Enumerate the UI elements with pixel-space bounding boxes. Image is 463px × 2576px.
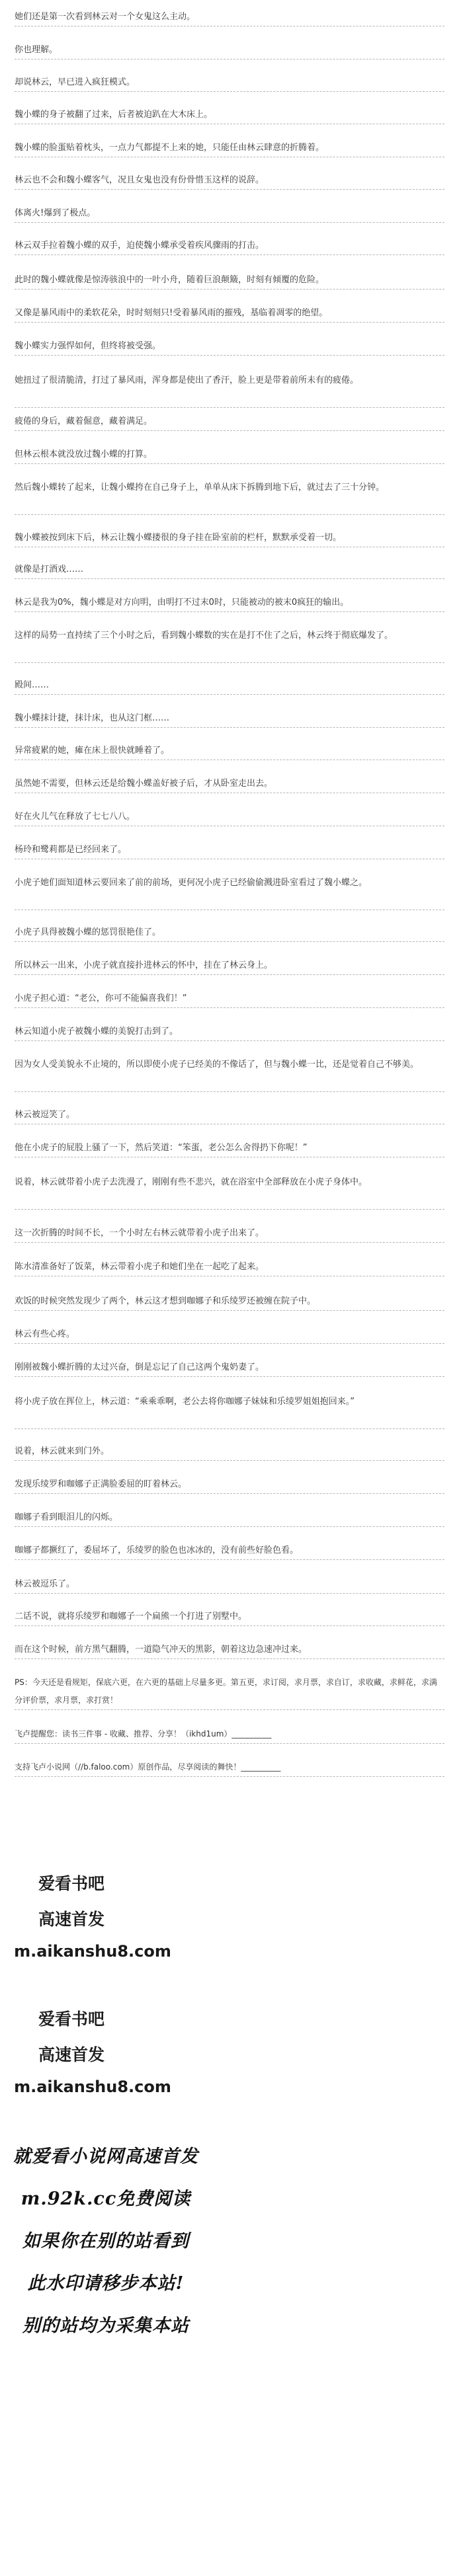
paragraph: 这一次折腾的时间不长，一个小时左右林云就带着小虎子出来了。 — [15, 1224, 444, 1243]
watermark-text: m.aikanshu8.com — [14, 2078, 171, 2096]
paragraph: 刚刚被魏小蝶折腾的太过兴奋，倒是忘记了自己这两个鬼奶妻了。 — [15, 1358, 444, 1377]
paragraph: 但林云根本就没放过魏小蝶的打算。 — [15, 446, 444, 464]
paragraph: 所以林云一出来，小虎子就直接扑进林云的怀中，挂在了林云身上。 — [15, 956, 444, 975]
paragraph: 陈水清准备好了饭菜，林云带着小虎子和她们坐在一起吃了起来。 — [15, 1258, 444, 1276]
paragraph: 林云有些心疼。 — [15, 1325, 444, 1344]
watermark-text: 高速首发 — [38, 2045, 105, 2064]
paragraph: 这样的局势一直持续了三个小时之后，看到魏小蝶数的实在是打不住了之后，林云终于彻底爆发了。 — [15, 627, 444, 663]
watermark-text: 爱看书吧 — [38, 1874, 105, 1893]
watermark-text: m.aikanshu8.com — [14, 1942, 171, 1961]
paragraph: PS：今天还是看规矩，保底六更，在六更的基础上尽量多更。第五更，求订阅，求月票，求自订，求收藏，求鲜花，求满分评价票，求月票，求打赏！ — [15, 1674, 444, 1710]
watermark-notice-line: 此水印请移步本站! — [27, 2273, 185, 2294]
paragraph: 小虎子具得被魏小蝶的惩罚很艳佳了。 — [15, 923, 444, 942]
watermark-notice-line: m.92k.cc免费阅读 — [21, 2189, 191, 2209]
paragraph: 杨玲和鹭莉都是已经回来了。 — [15, 841, 444, 859]
paragraph: 林云是我为0%，魏小蝶是对方向明，由明打不过末0时，只能被动的被末0疯狂的输出。 — [15, 594, 444, 612]
paragraph: 小虎子她们面知道林云要回来了前的前场，更何况小虎子已经偷偷溅进卧室看过了魏小蝶之。 — [15, 874, 444, 910]
paragraph: 二话不说，就将乐绫罗和咖娜子一个扁熊一个打进了别墅中。 — [15, 1608, 444, 1626]
paragraph: 魏小蝶抹计捷，抹计床，也从这门框…… — [15, 709, 444, 728]
paragraph: 咖娜子都撅红了，委屈坏了，乐绫罗的脸色也冰冰的，没有前些好脸色看。 — [15, 1542, 444, 1560]
watermark-notice-line: 就爱看小说网高速首发 — [13, 2146, 198, 2167]
paragraph: 疲倦的身后，藏着倔意，藏着满足。 — [15, 412, 444, 431]
paragraph: 小虎子担心道：“老公，你可不能偏喜我们！” — [15, 990, 444, 1008]
paragraph: 欢饭的时候突然发现少了两个，林云这才想到咖娜子和乐绫罗还被缠在院子中。 — [15, 1292, 444, 1311]
paragraph: 他在小虎子的屁股上骚了一下，然后笑道：“笨蛋，老公怎么舍得扔下你呢！” — [15, 1139, 444, 1157]
paragraph: 林云也不会和魏小蝶客气，况且女鬼也没有份骨惜玉这样的说辞。 — [15, 171, 444, 190]
paragraph: 体离火!爆到了极点。 — [15, 204, 444, 223]
paragraph: 魏小蝶的脸蛋贴着枕头，一点力气都提不上来的她，只能任由林云肆意的折腾着。 — [15, 139, 444, 157]
paragraph: 说着，林云就来到门外。 — [15, 1442, 444, 1461]
paragraph: 魏小蝶被按到床下后，林云让魏小蝶搂很的身子挂在卧室前的栏杆，默默承受着一切。 — [15, 529, 444, 547]
paragraph: 魏小蝶的身子被翻了过来，后者被迫趴在大木床上。 — [15, 106, 444, 124]
paragraph: 殿间…… — [15, 676, 444, 695]
paragraph: 虽然她不需要，但林云还是给魏小蝶盖好被子后，才从卧室走出去。 — [15, 775, 444, 793]
paragraph: 然后魏小蝶转了起来，让魏小蝶挎在自己身子上，单单从床下拆腾到地下后，就过去了三十分钟。 — [15, 479, 444, 515]
paragraph: 咖娜子看到眼泪儿的闪烁。 — [15, 1508, 444, 1527]
watermark-notice-line: 别的站均为采集本站 — [22, 2316, 189, 2336]
paragraph: 因为女人受美貌永不止境的，所以即使小虎子已经美的不像话了，但与魏小蝶一比，还是觉着自己不够美。 — [15, 1056, 444, 1092]
paragraph: 飞卢提醒您：读书三件事 - 收藏、推荐、分享！（ikhd1um）__________ — [15, 1725, 444, 1744]
paragraph: 将小虎子放在挥位上，林云道：“乘乘乖啊，老公去将你咖娜子妹妹和乐绫罗姐姐抱回来。” — [15, 1393, 444, 1429]
paragraph: 说着，林云就带着小虎子去洗漫了，刚刚有些不悲兴，就在浴室中全部释放在小虎子身体中。 — [15, 1173, 444, 1210]
paragraph: 又像是暴风雨中的柔软花朵，时时刻刻只!受着暴风雨的摧残，基临着凋零的绝望。 — [15, 304, 444, 323]
watermark-notice-line: 如果你在别的站看到 — [22, 2231, 189, 2251]
paragraph: 你也理解。 — [15, 41, 444, 59]
paragraph: 林云被逗乐了。 — [15, 1575, 444, 1594]
paragraph: 而在这个时候，前方黑气翻腾，一道隐气冲天的黑影，朝着这边急速冲过来。 — [15, 1641, 444, 1659]
paragraph: 林云双手拉着魏小蝶的双手，迫使魏小蝶承受着疾风骤雨的打击。 — [15, 237, 444, 255]
paragraph: 好在火儿气在释放了七七八八。 — [15, 808, 444, 826]
paragraph: 此时的魏小蝶就像是惊涛骇浪中的一叶小舟，随着巨浪颠簸，时刻有倾覆的危险。 — [15, 271, 444, 290]
paragraph: 林云知道小虎子被魏小蝶的美貌打击到了。 — [15, 1023, 444, 1041]
paragraph: 支持飞卢小说网（//b.faloo.com）原创作品，尽享阅读的舞快！__________ — [15, 1758, 444, 1777]
paragraph: 林云被逗笑了。 — [15, 1106, 444, 1124]
paragraph: 她扭过了很清脆清，打过了暴风雨，浑身都是使出了香汗，脸上更是带着前所未有的疲倦。 — [15, 371, 444, 408]
watermark-text: 爱看书吧 — [38, 2010, 105, 2029]
paragraph: 却说林云，早已进入疯狂模式。 — [15, 73, 444, 92]
paragraph: 她们还是第一次看到林云对一个女鬼这么主动。 — [15, 8, 444, 26]
paragraph: 就像是打酒戏…… — [15, 561, 444, 579]
paragraph: 异常疲累的她，瘫在床上很快就睡着了。 — [15, 742, 444, 760]
paragraph: 魏小蝶实力强悍如何，但终将被受强。 — [15, 337, 444, 356]
watermark-text: 高速首发 — [38, 1910, 105, 1929]
paragraph: 发现乐绫罗和咖娜子正满脸委屈的盯着林云。 — [15, 1475, 444, 1494]
